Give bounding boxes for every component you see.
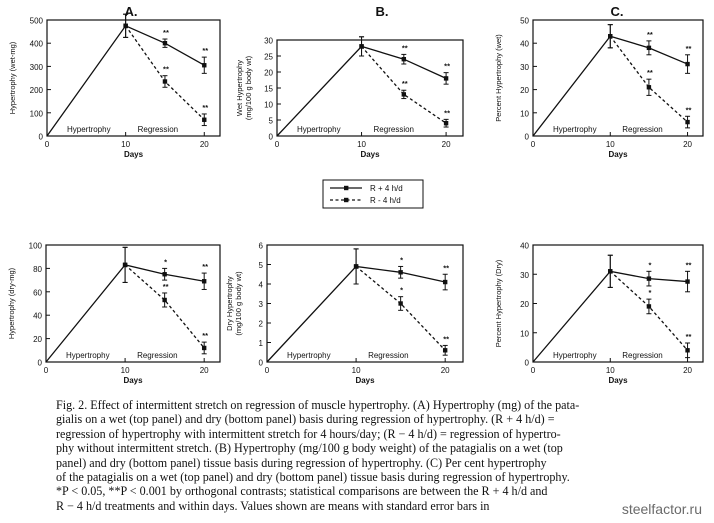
region-label-regression: Regression xyxy=(373,125,415,134)
caption-line: regression of hypertrophy with intermittent stretch for 4 hours/day; (R − 4 h/d) = regression of hypertro- xyxy=(56,426,561,441)
plot-frame xyxy=(267,245,463,362)
significance-marker: ** xyxy=(202,102,209,112)
data-point xyxy=(162,272,166,276)
y-tick-label: 0 xyxy=(524,358,529,368)
significance-marker: ** xyxy=(163,64,169,74)
y-axis-label-line: Percent Hypertrophy (wet) xyxy=(494,34,503,122)
data-point xyxy=(647,85,651,89)
x-axis-label: Days xyxy=(355,376,375,385)
y-tick-label: 40 xyxy=(33,311,42,321)
data-point xyxy=(359,44,363,48)
data-point xyxy=(647,46,651,50)
significance-marker: ** xyxy=(646,29,653,39)
y-tick-label: 1 xyxy=(258,339,263,348)
x-tick-label: 10 xyxy=(120,366,130,375)
figure-caption xyxy=(56,398,658,513)
plot-frame xyxy=(533,245,703,362)
data-point xyxy=(162,298,166,302)
data-point xyxy=(398,301,402,305)
caption-line: phy without intermittent stretch. (B) Hypertrophy (mg/100 g body weight) of the patagialis on a wet (top xyxy=(56,441,563,456)
y-axis-label-line: Hypertrophy (wet-mg) xyxy=(8,41,17,115)
data-point xyxy=(443,348,447,352)
chart-panel xyxy=(8,4,220,159)
legend-label: R + 4 h/d xyxy=(370,184,403,193)
panel-letter: C. xyxy=(610,4,624,19)
x-tick-label: 20 xyxy=(199,366,209,375)
caption-line: gialis on a wet (top panel) and dry (bottom panel) basis during regression of hypertrophy. (R + 4 h/d) = xyxy=(56,412,555,427)
significance-marker: * xyxy=(648,288,652,298)
y-tick-label: 0 xyxy=(38,132,43,142)
data-point xyxy=(402,92,406,96)
y-tick-label: 5 xyxy=(258,261,263,270)
data-point xyxy=(444,121,448,125)
region-label-hypertrophy: Hypertrophy xyxy=(297,125,341,134)
data-point xyxy=(685,279,689,283)
region-label-regression: Regression xyxy=(622,125,663,134)
y-tick-label: 0 xyxy=(37,358,42,368)
y-axis-label-line: Percent Hypertrophy (Dry) xyxy=(494,259,503,348)
data-point xyxy=(647,304,651,308)
y-tick-label: 60 xyxy=(33,288,42,298)
y-tick-label: 6 xyxy=(258,241,263,251)
y-tick-label: 40 xyxy=(520,241,529,251)
y-axis-label-line: (mg/100 g body wt) xyxy=(244,55,253,121)
panel-letter: A. xyxy=(124,4,138,19)
x-tick-label: 20 xyxy=(441,140,451,149)
y-tick-label: 40 xyxy=(520,39,529,49)
significance-marker: * xyxy=(400,255,404,265)
y-tick-label: 80 xyxy=(33,264,42,274)
region-label-regression: Regression xyxy=(622,351,663,360)
plot-frame xyxy=(46,245,220,362)
y-tick-label: 15 xyxy=(264,84,273,94)
x-tick-label: 20 xyxy=(683,366,692,375)
significance-marker: ** xyxy=(162,281,169,291)
region-label-regression: Regression xyxy=(368,351,409,360)
caption-line: *P < 0.05, **P < 0.001 by orthogonal contrasts; statistical comparisons are between the R + 4 h/d and xyxy=(56,484,548,499)
significance-marker: ** xyxy=(401,43,408,53)
x-tick-label: 20 xyxy=(683,140,692,149)
significance-marker: ** xyxy=(685,43,692,53)
watermark-logo: steelfactor.ru xyxy=(614,498,710,520)
y-tick-label: 30 xyxy=(264,36,273,46)
legend-marker xyxy=(344,186,348,190)
data-point xyxy=(123,263,127,267)
data-point xyxy=(443,280,447,284)
y-axis-label xyxy=(494,259,503,347)
data-point xyxy=(202,63,206,67)
data-point xyxy=(685,120,689,124)
data-point xyxy=(123,24,127,28)
significance-marker: ** xyxy=(443,263,450,273)
x-axis-label: Days xyxy=(123,376,143,385)
caption-line: R − 4 h/d treatments and within days. Values shown are means with standard error bars in xyxy=(56,498,490,513)
plot-frame xyxy=(533,20,703,136)
y-axis-label xyxy=(8,41,17,114)
x-tick-label: 10 xyxy=(121,140,131,149)
data-point xyxy=(163,79,167,83)
x-tick-label: 10 xyxy=(351,366,361,375)
plot-frame xyxy=(277,40,463,136)
y-tick-label: 10 xyxy=(264,100,273,110)
x-tick-label: 0 xyxy=(530,366,536,375)
significance-marker: ** xyxy=(685,260,692,270)
significance-marker: ** xyxy=(443,334,450,344)
y-tick-label: 5 xyxy=(268,116,273,126)
y-axis-label xyxy=(7,267,16,339)
data-point xyxy=(163,41,167,45)
x-tick-label: 0 xyxy=(43,366,49,375)
x-axis-label: Days xyxy=(608,376,628,385)
y-tick-label: 3 xyxy=(258,300,263,309)
y-tick-label: 20 xyxy=(520,86,529,96)
data-point xyxy=(685,62,689,66)
x-axis-label: Days xyxy=(123,150,144,159)
data-point xyxy=(444,76,448,80)
legend-label: R - 4 h/d xyxy=(370,196,401,205)
significance-marker: ** xyxy=(444,61,451,71)
significance-marker: ** xyxy=(646,68,653,78)
x-axis-label: Days xyxy=(360,150,380,159)
significance-marker: * xyxy=(648,260,652,270)
caption-line: Fig. 2. Effect of intermittent stretch on regression of muscle hypertrophy. (A) Hypertrophy (mg) of the pata- xyxy=(56,398,580,412)
y-tick-label: 30 xyxy=(520,62,529,72)
x-tick-label: 20 xyxy=(199,140,209,149)
y-tick-label: 0 xyxy=(268,132,273,142)
y-tick-label: 10 xyxy=(520,329,529,339)
data-point xyxy=(608,269,612,273)
legend-marker xyxy=(344,198,348,202)
series-line-r-plus xyxy=(533,36,688,136)
significance-marker: ** xyxy=(685,105,692,115)
y-tick-label: 400 xyxy=(29,39,43,49)
legend xyxy=(323,180,423,208)
y-axis-label xyxy=(225,271,243,336)
chart-panel xyxy=(494,4,703,159)
y-axis-label-line: (mg/100 g body wt) xyxy=(234,271,243,336)
x-tick-label: 10 xyxy=(357,140,366,149)
y-tick-label: 0 xyxy=(258,358,263,368)
significance-marker: ** xyxy=(401,79,408,89)
y-axis-label xyxy=(494,34,503,122)
region-label-hypertrophy: Hypertrophy xyxy=(67,125,111,134)
data-point xyxy=(647,276,651,280)
region-label-hypertrophy: Hypertrophy xyxy=(553,125,597,134)
y-tick-label: 500 xyxy=(29,16,43,26)
region-label-regression: Regression xyxy=(137,351,178,360)
data-point xyxy=(402,57,406,61)
caption-line: of the patagialis on a wet (top panel) and dry (bottom panel) tissue basis during regression of hypertrophy. xyxy=(56,470,570,485)
significance-marker: ** xyxy=(202,262,209,272)
significance-marker: ** xyxy=(163,28,169,38)
y-axis-label xyxy=(235,55,253,120)
region-label-regression: Regression xyxy=(137,125,179,134)
y-axis-label-line: Wet Hypertrophy xyxy=(235,59,244,117)
y-tick-label: 0 xyxy=(524,132,529,142)
region-label-hypertrophy: Hypertrophy xyxy=(553,351,597,360)
data-point xyxy=(685,348,689,352)
y-tick-label: 2 xyxy=(258,319,263,329)
y-tick-label: 20 xyxy=(33,335,42,345)
significance-marker: ** xyxy=(202,331,209,341)
data-point xyxy=(354,264,358,268)
y-tick-label: 20 xyxy=(520,300,529,309)
x-tick-label: 0 xyxy=(530,140,536,149)
caption-line: panel) and dry (bottom panel) tissue basis during regression of hypertrophy. (C) Per cent hypertrophy xyxy=(56,455,547,470)
data-point xyxy=(202,346,206,350)
significance-marker: ** xyxy=(685,331,692,341)
data-point xyxy=(202,279,206,283)
series-line-r-plus xyxy=(47,26,204,136)
x-tick-label: 0 xyxy=(264,366,270,375)
series-line-r-plus xyxy=(277,46,446,136)
chart-panel xyxy=(225,242,463,386)
x-tick-label: 20 xyxy=(440,366,450,375)
data-point xyxy=(202,118,206,122)
y-tick-label: 20 xyxy=(264,68,273,78)
x-tick-label: 10 xyxy=(605,366,615,375)
x-tick-label: 0 xyxy=(44,140,50,149)
y-tick-label: 300 xyxy=(29,62,43,72)
y-tick-label: 4 xyxy=(258,280,263,290)
chart-panel xyxy=(7,242,220,386)
region-label-hypertrophy: Hypertrophy xyxy=(287,351,331,360)
x-tick-label: 0 xyxy=(274,140,280,149)
y-tick-label: 200 xyxy=(29,86,43,96)
y-tick-label: 30 xyxy=(520,270,529,280)
x-axis-label: Days xyxy=(608,150,628,159)
significance-marker: * xyxy=(400,285,404,295)
y-axis-label-line: Hypertrophy (dry-mg) xyxy=(7,267,16,340)
x-tick-label: 10 xyxy=(605,140,615,149)
y-tick-label: 25 xyxy=(264,52,273,62)
significance-marker: ** xyxy=(444,108,451,118)
y-tick-label: 100 xyxy=(29,109,43,119)
data-point xyxy=(608,34,612,38)
data-point xyxy=(398,270,402,274)
y-tick-label: 10 xyxy=(520,109,529,119)
region-label-hypertrophy: Hypertrophy xyxy=(66,351,110,360)
significance-marker: ** xyxy=(202,46,209,56)
panel-letter: B. xyxy=(375,4,389,19)
chart-panel xyxy=(235,4,463,159)
plot-frame xyxy=(47,20,220,136)
y-axis-label-line: Dry Hypertrophy xyxy=(225,276,234,331)
y-tick-label: 100 xyxy=(28,241,42,251)
significance-marker: * xyxy=(164,257,168,267)
chart-panel xyxy=(494,242,703,386)
y-tick-label: 50 xyxy=(520,16,529,26)
